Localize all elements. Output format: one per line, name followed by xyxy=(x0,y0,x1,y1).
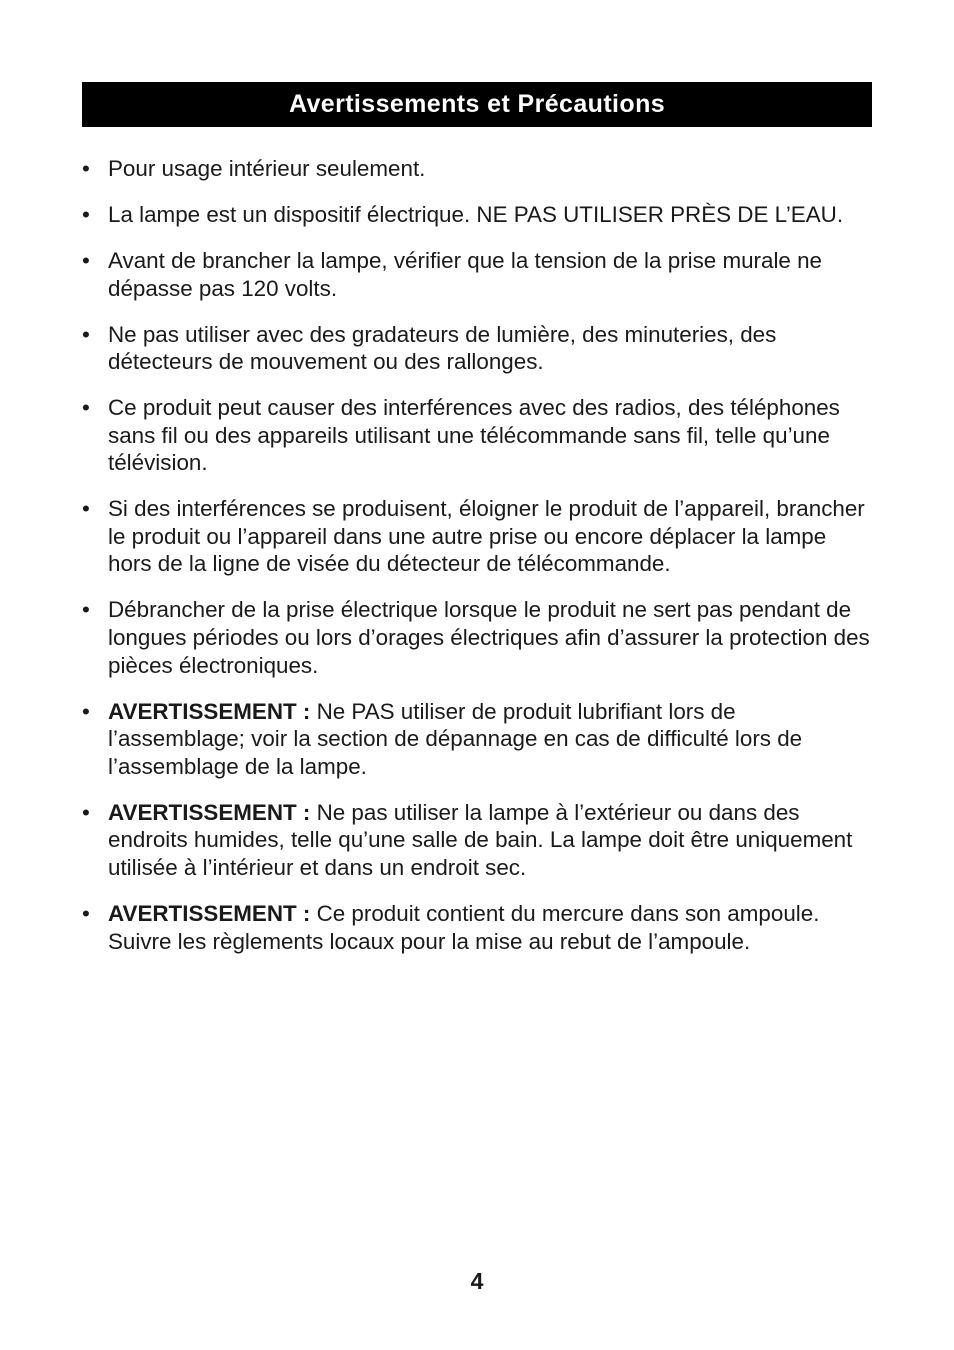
list-item xyxy=(82,799,874,882)
list-item xyxy=(82,201,874,229)
bullet-icon: • xyxy=(82,597,90,623)
list-item xyxy=(82,247,874,302)
item-text xyxy=(108,699,802,779)
section-title: Avertissements et Précautions xyxy=(288,90,666,118)
list-item xyxy=(82,155,874,183)
bullet-icon: • xyxy=(82,321,90,347)
item-lead: AVERTISSEMENT : xyxy=(108,698,311,724)
item-body: Pour usage intérieur seulement. xyxy=(108,156,426,181)
item-body: Si des interférences se produisent, éloigner le produit de l’appareil, brancher le produit ou l’appareil dans une autre prise ou encore déplacer la lampe hors de la ligne de visée du détecteur de télécommande. xyxy=(108,496,865,577)
bullet-icon: • xyxy=(82,698,90,724)
item-body: Ne pas utiliser la lampe à l’extérieur ou dans des endroits humides, telle qu’une salle de bain. La lampe doit être uniquement utilisée à l’intérieur et dans un endroit sec. xyxy=(108,799,853,880)
item-text xyxy=(108,322,776,375)
list-item xyxy=(82,495,874,578)
item-body: Débrancher de la prise électrique lorsque le produit ne sert pas pendant de longues périodes ou lors d’orages électriques afin d’assurer la protection des pièces électroniques. xyxy=(108,597,870,678)
bullet-icon: • xyxy=(82,201,90,227)
item-body: Ne PAS utiliser de produit lubrifiant lors de l’assemblage; voir la section de dépannage en cas de difficulté lors de l’assemblage de la lampe. xyxy=(108,698,803,779)
item-body: Ce produit peut causer des interférences avec des radios, des téléphones sans fil ou des appareils utilisant une télécommande sans fil, telle qu’une télévision. xyxy=(108,395,840,476)
list-item xyxy=(82,698,874,781)
item-lead: AVERTISSEMENT : xyxy=(108,900,311,926)
item-lead: AVERTISSEMENT : xyxy=(108,799,311,825)
list-item xyxy=(82,321,874,376)
bullet-icon: • xyxy=(82,496,90,522)
item-text xyxy=(108,202,843,227)
bullet-icon: • xyxy=(82,900,90,926)
item-text xyxy=(108,496,865,576)
bullet-icon: • xyxy=(82,799,90,825)
item-body: Avant de brancher la lampe, vérifier que la tension de la prise murale ne dépasse pas 120 volts. xyxy=(108,247,823,301)
bullet-icon: • xyxy=(82,395,90,421)
item-text xyxy=(108,395,840,475)
item-body: Ce produit contient du mercure dans son ampoule. Suivre les règlements locaux pour la mise au rebut de l’ampoule. xyxy=(108,900,820,954)
item-text xyxy=(108,156,425,181)
item-text xyxy=(108,597,870,677)
item-text xyxy=(108,800,852,880)
list-item xyxy=(82,900,874,955)
page-number: 4 xyxy=(470,1268,484,1294)
item-text xyxy=(108,901,819,954)
item-body: La lampe est un dispositif électrique. NE PAS UTILISER PRÈS DE L’EAU. xyxy=(108,201,844,227)
list-item xyxy=(82,394,874,477)
bullet-icon: • xyxy=(82,247,90,273)
warnings-list xyxy=(82,155,874,974)
item-text xyxy=(108,248,822,301)
bullet-icon: • xyxy=(82,156,90,181)
list-item xyxy=(82,596,874,679)
section-header-bar xyxy=(82,82,872,127)
item-body: Ne pas utiliser avec des gradateurs de lumière, des minuteries, des détecteurs de mouvement ou des rallonges. xyxy=(108,321,777,375)
